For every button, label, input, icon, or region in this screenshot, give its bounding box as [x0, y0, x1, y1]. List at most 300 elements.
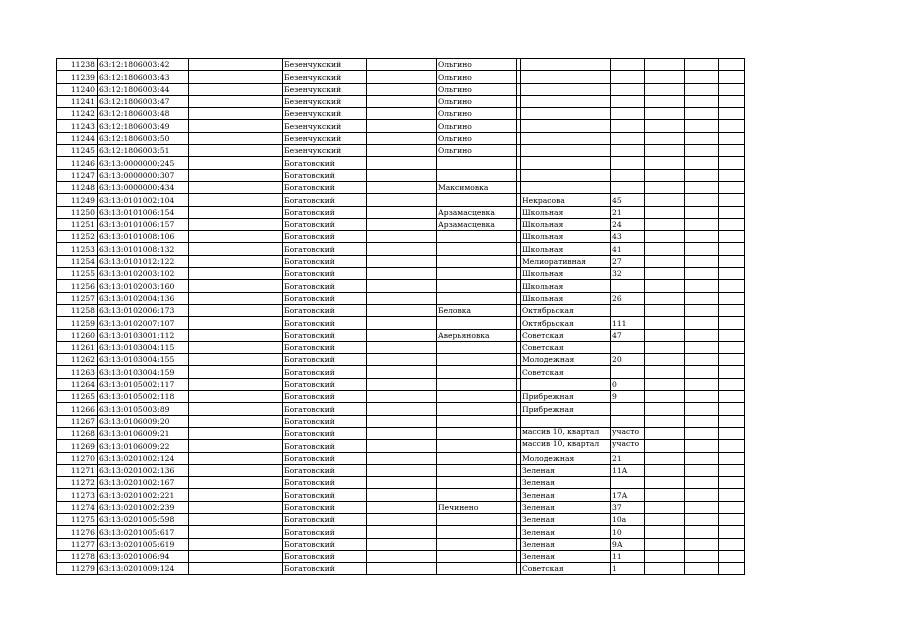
cell-blank-col-a	[189, 354, 283, 366]
cell-blank-col-b	[367, 452, 437, 464]
cell-blank-col-b	[367, 280, 437, 292]
cell-settlement	[437, 391, 517, 403]
cell-district: Богатовский	[283, 280, 367, 292]
cell-blank-col-b	[367, 329, 437, 341]
cell-blank-col-a	[189, 83, 283, 95]
cell-blank-col-a	[189, 304, 283, 316]
cell-row-number: 11259	[57, 317, 98, 329]
table-row	[57, 329, 745, 341]
cell-blank-col-b	[367, 292, 437, 304]
cell-house-number	[611, 120, 645, 132]
cell-blank-col-e	[719, 477, 745, 489]
cell-house-number: 1	[611, 563, 645, 575]
cell-street: Зеленая	[521, 513, 611, 525]
cell-blank-col-a	[189, 550, 283, 562]
table-row	[57, 440, 745, 452]
cell-blank-col-b	[367, 218, 437, 230]
cell-district: Богатовский	[283, 378, 367, 390]
cell-blank-col-d	[685, 501, 719, 513]
cell-house-number: 47	[611, 329, 645, 341]
cell-blank-col-d	[685, 255, 719, 267]
cell-row-number: 11251	[57, 218, 98, 230]
cell-blank-col-c	[645, 218, 685, 230]
cell-blank-col-d	[685, 231, 719, 243]
table-row	[57, 108, 745, 120]
cell-blank-col-e	[719, 292, 745, 304]
cell-row-number: 11267	[57, 415, 98, 427]
cell-blank-col-c	[645, 280, 685, 292]
cell-blank-col-d	[685, 181, 719, 193]
cell-district: Богатовский	[283, 477, 367, 489]
cell-blank-col-a	[189, 477, 283, 489]
cell-blank-col-e	[719, 194, 745, 206]
cell-blank-col-a	[189, 206, 283, 218]
cell-blank-col-c	[645, 477, 685, 489]
cell-blank-col-e	[719, 317, 745, 329]
cell-blank-col-c	[645, 71, 685, 83]
cell-blank-col-d	[685, 304, 719, 316]
cell-district: Безенчукский	[283, 83, 367, 95]
cell-row-number: 11243	[57, 120, 98, 132]
table-row	[57, 231, 745, 243]
cell-blank-col-c	[645, 464, 685, 476]
cell-street: Школьная	[521, 292, 611, 304]
cell-district: Безенчукский	[283, 120, 367, 132]
cell-cadastral-number: 63:13:0101008:106	[98, 231, 189, 243]
table-row	[57, 194, 745, 206]
cell-row-number: 11242	[57, 108, 98, 120]
cell-blank-col-d	[685, 366, 719, 378]
cell-district: Богатовский	[283, 341, 367, 353]
cell-blank-col-b	[367, 415, 437, 427]
cell-house-number	[611, 477, 645, 489]
cell-blank-col-a	[189, 341, 283, 353]
table-row	[57, 538, 745, 550]
cell-blank-col-c	[645, 95, 685, 107]
cell-blank-col-d	[685, 563, 719, 575]
cell-row-number: 11246	[57, 157, 98, 169]
cell-blank-col-b	[367, 501, 437, 513]
cell-district: Безенчукский	[283, 132, 367, 144]
cell-settlement: Ольгино	[437, 95, 517, 107]
cell-row-number: 11257	[57, 292, 98, 304]
cell-cadastral-number: 63:13:0201009:124	[98, 563, 189, 575]
table-row	[57, 83, 745, 95]
cell-blank-col-d	[685, 157, 719, 169]
cell-settlement	[437, 231, 517, 243]
cell-house-number: 43	[611, 231, 645, 243]
cell-street: массив 10, квартал	[521, 427, 611, 439]
cell-settlement: Беловка	[437, 304, 517, 316]
cell-house-number: 41	[611, 243, 645, 255]
cell-blank-col-e	[719, 206, 745, 218]
cell-cadastral-number: 63:13:0101008:132	[98, 243, 189, 255]
cell-blank-col-e	[719, 71, 745, 83]
cell-blank-col-a	[189, 218, 283, 230]
table-row	[57, 427, 745, 439]
cell-blank-col-c	[645, 59, 685, 71]
cell-blank-col-b	[367, 59, 437, 71]
cell-blank-col-d	[685, 452, 719, 464]
cell-blank-col-e	[719, 95, 745, 107]
cell-cadastral-number: 63:13:0103004:115	[98, 341, 189, 353]
cell-blank-col-e	[719, 108, 745, 120]
cell-blank-col-e	[719, 513, 745, 525]
cell-street: Зеленая	[521, 464, 611, 476]
table-row	[57, 513, 745, 525]
cell-blank-col-b	[367, 489, 437, 501]
table-row	[57, 550, 745, 562]
table-row	[57, 292, 745, 304]
cell-blank-col-c	[645, 538, 685, 550]
cell-blank-col-d	[685, 218, 719, 230]
cell-blank-col-b	[367, 169, 437, 181]
table-row	[57, 255, 745, 267]
cell-settlement	[437, 477, 517, 489]
cell-blank-col-c	[645, 415, 685, 427]
cell-settlement	[437, 464, 517, 476]
table-row	[57, 169, 745, 181]
cell-street: Прибрежная	[521, 403, 611, 415]
table-row	[57, 145, 745, 157]
cell-blank-col-b	[367, 83, 437, 95]
cell-street	[521, 71, 611, 83]
cell-settlement: Ольгино	[437, 71, 517, 83]
cell-district: Безенчукский	[283, 71, 367, 83]
cell-blank-col-b	[367, 477, 437, 489]
cell-cadastral-number: 63:13:0201002:124	[98, 452, 189, 464]
cell-house-number: 26	[611, 292, 645, 304]
cell-blank-col-e	[719, 563, 745, 575]
table-row	[57, 280, 745, 292]
cell-cadastral-number: 63:13:0103004:159	[98, 366, 189, 378]
cell-blank-col-c	[645, 194, 685, 206]
cell-blank-col-c	[645, 378, 685, 390]
cell-blank-col-d	[685, 120, 719, 132]
cell-blank-col-d	[685, 83, 719, 95]
cell-house-number: 21	[611, 452, 645, 464]
cell-blank-col-b	[367, 440, 437, 452]
cell-cadastral-number: 63:12:1806003:48	[98, 108, 189, 120]
cell-district: Богатовский	[283, 255, 367, 267]
cell-blank-col-c	[645, 181, 685, 193]
cell-blank-col-a	[189, 538, 283, 550]
cell-blank-col-b	[367, 391, 437, 403]
cell-house-number: 111	[611, 317, 645, 329]
cell-house-number	[611, 415, 645, 427]
cell-blank-col-c	[645, 563, 685, 575]
cell-blank-col-b	[367, 71, 437, 83]
cell-blank-col-b	[367, 95, 437, 107]
cell-blank-col-c	[645, 489, 685, 501]
cell-blank-col-e	[719, 526, 745, 538]
cell-blank-col-b	[367, 255, 437, 267]
table-row	[57, 477, 745, 489]
cell-cadastral-number: 63:12:1806003:51	[98, 145, 189, 157]
cell-street: Прибрежная	[521, 391, 611, 403]
cell-street: Некрасова	[521, 194, 611, 206]
cell-street	[521, 378, 611, 390]
cell-settlement	[437, 563, 517, 575]
cell-settlement: Ольгино	[437, 132, 517, 144]
cell-row-number: 11277	[57, 538, 98, 550]
cell-blank-col-a	[189, 108, 283, 120]
cell-row-number: 11254	[57, 255, 98, 267]
cell-blank-col-d	[685, 108, 719, 120]
cell-street: Советская	[521, 329, 611, 341]
cell-blank-col-e	[719, 304, 745, 316]
cell-blank-col-c	[645, 440, 685, 452]
cell-district: Богатовский	[283, 304, 367, 316]
cell-house-number: 11А	[611, 464, 645, 476]
cell-row-number: 11270	[57, 452, 98, 464]
cell-blank-col-a	[189, 489, 283, 501]
cell-blank-col-c	[645, 317, 685, 329]
cell-blank-col-a	[189, 231, 283, 243]
cell-cadastral-number: 63:12:1806003:43	[98, 71, 189, 83]
cell-blank-col-b	[367, 145, 437, 157]
cell-settlement	[437, 403, 517, 415]
cell-house-number: 9А	[611, 538, 645, 550]
cell-blank-col-e	[719, 489, 745, 501]
cell-blank-col-d	[685, 538, 719, 550]
cell-blank-col-c	[645, 354, 685, 366]
cell-blank-col-e	[719, 83, 745, 95]
cell-blank-col-b	[367, 181, 437, 193]
cell-district: Богатовский	[283, 157, 367, 169]
cell-blank-col-e	[719, 59, 745, 71]
cell-house-number: участо	[611, 440, 645, 452]
cell-row-number: 11258	[57, 304, 98, 316]
cell-blank-col-a	[189, 526, 283, 538]
cell-street	[521, 181, 611, 193]
cell-cadastral-number: 63:13:0201002:136	[98, 464, 189, 476]
cell-house-number	[611, 108, 645, 120]
cell-district: Безенчукский	[283, 145, 367, 157]
cell-blank-col-c	[645, 550, 685, 562]
cell-blank-col-d	[685, 403, 719, 415]
table-row	[57, 501, 745, 513]
cell-blank-col-e	[719, 501, 745, 513]
cell-cadastral-number: 63:13:0201005:617	[98, 526, 189, 538]
cell-row-number: 11265	[57, 391, 98, 403]
cell-cadastral-number: 63:13:0106009:20	[98, 415, 189, 427]
cell-settlement	[437, 452, 517, 464]
cell-blank-col-d	[685, 415, 719, 427]
cell-blank-col-c	[645, 243, 685, 255]
cell-row-number: 11271	[57, 464, 98, 476]
cell-blank-col-b	[367, 317, 437, 329]
cell-row-number: 11252	[57, 231, 98, 243]
cell-blank-col-a	[189, 329, 283, 341]
cell-row-number: 11249	[57, 194, 98, 206]
cell-blank-col-a	[189, 194, 283, 206]
cell-settlement	[437, 292, 517, 304]
cell-street	[521, 169, 611, 181]
cell-blank-col-b	[367, 132, 437, 144]
cell-cadastral-number: 63:13:0201002:239	[98, 501, 189, 513]
cell-blank-col-d	[685, 378, 719, 390]
cell-house-number	[611, 71, 645, 83]
table-row	[57, 218, 745, 230]
table-row	[57, 59, 745, 71]
cell-district: Богатовский	[283, 464, 367, 476]
cell-settlement	[437, 378, 517, 390]
cell-cadastral-number: 63:13:0102003:102	[98, 268, 189, 280]
table-row	[57, 304, 745, 316]
cell-street: Октябрьская	[521, 304, 611, 316]
cell-blank-col-e	[719, 181, 745, 193]
cell-blank-col-b	[367, 563, 437, 575]
cell-blank-col-e	[719, 464, 745, 476]
cell-district: Богатовский	[283, 354, 367, 366]
cell-blank-col-c	[645, 120, 685, 132]
cell-blank-col-e	[719, 255, 745, 267]
cell-blank-col-d	[685, 292, 719, 304]
cell-cadastral-number: 63:13:0000000:307	[98, 169, 189, 181]
cell-street	[521, 108, 611, 120]
cell-blank-col-a	[189, 440, 283, 452]
cell-house-number	[611, 341, 645, 353]
cell-district: Безенчукский	[283, 108, 367, 120]
cell-cadastral-number: 63:13:0201002:221	[98, 489, 189, 501]
cell-blank-col-c	[645, 292, 685, 304]
cell-settlement: Ольгино	[437, 145, 517, 157]
cell-settlement	[437, 440, 517, 452]
cell-blank-col-e	[719, 427, 745, 439]
cell-blank-col-a	[189, 280, 283, 292]
cell-cadastral-number: 63:13:0102003:160	[98, 280, 189, 292]
cell-blank-col-b	[367, 206, 437, 218]
cell-settlement: Ольгино	[437, 108, 517, 120]
table-row	[57, 120, 745, 132]
cell-blank-col-a	[189, 181, 283, 193]
cell-district: Богатовский	[283, 538, 367, 550]
cell-house-number	[611, 59, 645, 71]
cell-row-number: 11263	[57, 366, 98, 378]
cell-house-number: 17А	[611, 489, 645, 501]
cell-cadastral-number: 63:13:0105002:118	[98, 391, 189, 403]
cell-blank-col-a	[189, 501, 283, 513]
cell-house-number	[611, 145, 645, 157]
cell-blank-col-e	[719, 550, 745, 562]
cell-district: Безенчукский	[283, 95, 367, 107]
cell-blank-col-a	[189, 452, 283, 464]
cell-blank-col-a	[189, 59, 283, 71]
cell-blank-col-e	[719, 268, 745, 280]
cell-cadastral-number: 63:13:0201006:94	[98, 550, 189, 562]
cell-district: Богатовский	[283, 440, 367, 452]
cell-blank-col-b	[367, 513, 437, 525]
cell-house-number: 32	[611, 268, 645, 280]
cell-settlement	[437, 415, 517, 427]
cell-row-number: 11262	[57, 354, 98, 366]
cell-street	[521, 145, 611, 157]
table-row	[57, 317, 745, 329]
cell-house-number	[611, 403, 645, 415]
cell-district: Богатовский	[283, 391, 367, 403]
cell-district: Богатовский	[283, 181, 367, 193]
cell-street: Школьная	[521, 206, 611, 218]
cell-district: Богатовский	[283, 292, 367, 304]
cell-district: Богатовский	[283, 452, 367, 464]
table-row	[57, 132, 745, 144]
cell-blank-col-d	[685, 206, 719, 218]
cell-cadastral-number: 63:13:0105002:117	[98, 378, 189, 390]
cell-street: Школьная	[521, 268, 611, 280]
cell-blank-col-b	[367, 526, 437, 538]
cell-district: Богатовский	[283, 489, 367, 501]
cell-row-number: 11239	[57, 71, 98, 83]
cell-blank-col-a	[189, 292, 283, 304]
cell-blank-col-e	[719, 132, 745, 144]
cell-street: Школьная	[521, 243, 611, 255]
cell-blank-col-a	[189, 317, 283, 329]
cell-street	[521, 120, 611, 132]
cell-house-number	[611, 366, 645, 378]
cell-blank-col-c	[645, 304, 685, 316]
cell-blank-col-e	[719, 538, 745, 550]
cell-cadastral-number: 63:12:1806003:42	[98, 59, 189, 71]
cell-district: Богатовский	[283, 415, 367, 427]
cell-blank-col-b	[367, 304, 437, 316]
cell-blank-col-d	[685, 169, 719, 181]
cell-blank-col-d	[685, 354, 719, 366]
cell-blank-col-a	[189, 120, 283, 132]
table-row	[57, 563, 745, 575]
table-row	[57, 243, 745, 255]
cell-blank-col-a	[189, 95, 283, 107]
cell-blank-col-c	[645, 206, 685, 218]
cell-blank-col-d	[685, 440, 719, 452]
cell-street: Зеленая	[521, 489, 611, 501]
cell-street: Школьная	[521, 231, 611, 243]
cell-settlement	[437, 354, 517, 366]
cell-row-number: 11247	[57, 169, 98, 181]
cell-row-number: 11260	[57, 329, 98, 341]
cell-cadastral-number: 63:13:0201005:619	[98, 538, 189, 550]
cell-settlement: Арзамасцевка	[437, 218, 517, 230]
cell-house-number	[611, 83, 645, 95]
cell-blank-col-a	[189, 268, 283, 280]
cell-blank-col-e	[719, 378, 745, 390]
cell-street: Советская	[521, 563, 611, 575]
cell-settlement	[437, 317, 517, 329]
cell-settlement	[437, 280, 517, 292]
cell-district: Богатовский	[283, 501, 367, 513]
cell-street: Октябрьская	[521, 317, 611, 329]
cell-blank-col-d	[685, 550, 719, 562]
cell-house-number	[611, 280, 645, 292]
cell-street	[521, 415, 611, 427]
cell-blank-col-c	[645, 501, 685, 513]
cell-street	[521, 157, 611, 169]
table-row	[57, 157, 745, 169]
cell-row-number: 11245	[57, 145, 98, 157]
cell-blank-col-c	[645, 366, 685, 378]
cell-settlement	[437, 341, 517, 353]
cell-district: Богатовский	[283, 206, 367, 218]
cell-blank-col-e	[719, 120, 745, 132]
cell-blank-col-a	[189, 427, 283, 439]
cell-house-number: 9	[611, 391, 645, 403]
cell-house-number: 21	[611, 206, 645, 218]
cell-blank-col-d	[685, 391, 719, 403]
cell-row-number: 11276	[57, 526, 98, 538]
cell-row-number: 11278	[57, 550, 98, 562]
cell-settlement	[437, 194, 517, 206]
cell-blank-col-e	[719, 243, 745, 255]
